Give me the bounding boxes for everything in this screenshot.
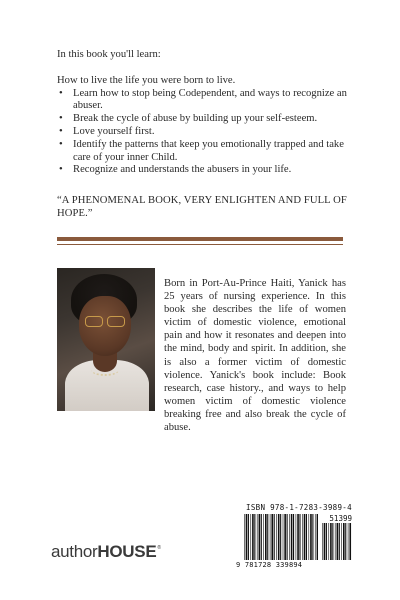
- bullet-icon: •: [59, 138, 63, 150]
- publisher-logo: [51, 542, 161, 562]
- intro-line: How to live the life you were born to live.: [57, 74, 236, 86]
- bullet-list: [57, 88, 357, 178]
- learn-heading: In this book you'll learn:: [57, 49, 161, 60]
- bullet-item: • Love yourself first.: [59, 125, 155, 137]
- learn-section: [57, 49, 357, 177]
- divider-thin: [57, 244, 343, 245]
- bullet-icon: •: [59, 164, 63, 176]
- registered-mark: ®: [157, 545, 161, 551]
- divider-thick: [57, 237, 343, 241]
- bullet-icon: •: [59, 125, 63, 137]
- publisher-name-part1: author: [51, 542, 98, 561]
- bullet-item: • Learn how to stop being Codependent, and ways to recognize an abuser.: [59, 87, 347, 112]
- bullet-icon: •: [59, 113, 63, 125]
- bullet-item: • Break the cycle of abuse by building up your self-esteem.: [59, 113, 318, 125]
- bullet-item: • Recognize and understands the abusers in your life.: [59, 164, 292, 176]
- author-bio: Born in Port-Au-Prince Haiti, Yanick has 25 years of nursing experience. In this book she describes the life of women victim of domestic violence, emotional pain and how it resonates and deepen into the mind, body and spirit. In addition, she is also a former victim of domestic violence. Yanick's book include: Book research, case history., and ways to help women victim of domestic violence breaking free and also break the cycle of abuse.: [164, 277, 346, 434]
- isbn-barcode: [236, 503, 354, 573]
- bullet-item: • Identify the patterns that keep you emotionally trapped and take care of your inner Child.: [59, 138, 344, 163]
- publisher-name-part2: HOUSE: [97, 542, 157, 561]
- barcode-addon-bars: [322, 523, 352, 560]
- review-quote: “A PHENOMENAL BOOK, VERY ENLIGHTEN AND FULL OF HOPE.”: [57, 194, 347, 219]
- price-code: 51399: [329, 514, 352, 523]
- isbn-number: ISBN 978-1-7283-3989-4: [246, 503, 352, 512]
- barcode-digits: 9 781728 339894: [236, 561, 303, 569]
- barcode-bars: [244, 514, 318, 560]
- bullet-icon: •: [59, 87, 63, 99]
- author-photo: [57, 268, 155, 411]
